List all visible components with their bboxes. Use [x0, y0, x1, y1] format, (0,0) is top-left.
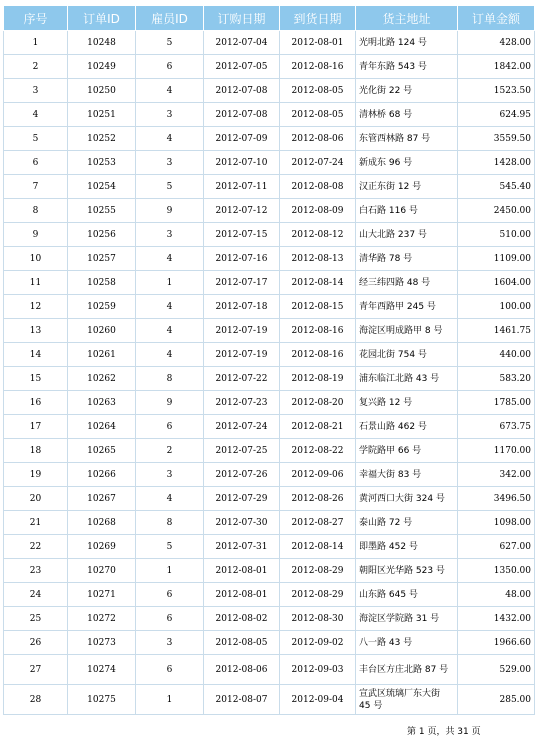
order-date-cell: 2012-08-01: [204, 583, 280, 607]
order-date-cell: 2012-07-22: [204, 367, 280, 391]
employee-id-cell: 3: [136, 103, 204, 127]
table-body: [4, 31, 535, 715]
order-id-cell: 10269: [68, 535, 136, 559]
amount-cell: 624.95: [458, 103, 535, 127]
index-cell: 5: [4, 127, 68, 151]
order-date-cell: 2012-07-18: [204, 295, 280, 319]
order-id-cell: 10248: [68, 31, 136, 55]
address-cell: 宣武区琉璃厂东大街 45 号: [356, 685, 458, 715]
table-row: [4, 511, 535, 535]
amount-cell: 1098.00: [458, 511, 535, 535]
order-date-cell: 2012-07-08: [204, 79, 280, 103]
employee-id-cell: 8: [136, 367, 204, 391]
arrival-date-cell: 2012-08-06: [280, 127, 356, 151]
table-row: [4, 367, 535, 391]
employee-id-cell: 4: [136, 79, 204, 103]
column-header-order-id: 订单ID: [68, 6, 136, 31]
address-cell: 海淀区学院路 31 号: [356, 607, 458, 631]
amount-cell: 428.00: [458, 31, 535, 55]
employee-id-cell: 6: [136, 655, 204, 685]
index-cell: 4: [4, 103, 68, 127]
amount-cell: 1461.75: [458, 319, 535, 343]
address-cell: 石景山路 462 号: [356, 415, 458, 439]
arrival-date-cell: 2012-08-15: [280, 295, 356, 319]
address-cell: 经三纬四路 48 号: [356, 271, 458, 295]
employee-id-cell: 9: [136, 199, 204, 223]
table-row: [4, 271, 535, 295]
column-header-employee-id: 雇员ID: [136, 6, 204, 31]
index-cell: 1: [4, 31, 68, 55]
employee-id-cell: 5: [136, 535, 204, 559]
arrival-date-cell: 2012-08-08: [280, 175, 356, 199]
address-cell: 即墨路 452 号: [356, 535, 458, 559]
index-cell: 2: [4, 55, 68, 79]
table-row: [4, 655, 535, 685]
employee-id-cell: 4: [136, 343, 204, 367]
order-id-cell: 10254: [68, 175, 136, 199]
amount-cell: 673.75: [458, 415, 535, 439]
address-cell: 八一路 43 号: [356, 631, 458, 655]
order-id-cell: 10252: [68, 127, 136, 151]
table-row: [4, 295, 535, 319]
amount-cell: 627.00: [458, 535, 535, 559]
column-header-ship-address: 货主地址: [356, 6, 458, 31]
order-id-cell: 10257: [68, 247, 136, 271]
order-id-cell: 10259: [68, 295, 136, 319]
table-row: [4, 175, 535, 199]
address-cell: 光化街 22 号: [356, 79, 458, 103]
index-cell: 22: [4, 535, 68, 559]
employee-id-cell: 4: [136, 295, 204, 319]
amount-cell: 1966.60: [458, 631, 535, 655]
arrival-date-cell: 2012-08-19: [280, 367, 356, 391]
index-cell: 23: [4, 559, 68, 583]
arrival-date-cell: 2012-08-27: [280, 511, 356, 535]
arrival-date-cell: 2012-09-04: [280, 685, 356, 715]
column-header-order-amount: 订单金额: [458, 6, 535, 31]
amount-cell: 529.00: [458, 655, 535, 685]
index-cell: 27: [4, 655, 68, 685]
order-date-cell: 2012-07-10: [204, 151, 280, 175]
arrival-date-cell: 2012-08-30: [280, 607, 356, 631]
order-id-cell: 10256: [68, 223, 136, 247]
employee-id-cell: 5: [136, 31, 204, 55]
employee-id-cell: 3: [136, 631, 204, 655]
order-id-cell: 10271: [68, 583, 136, 607]
address-cell: 海淀区明成路甲 8 号: [356, 319, 458, 343]
order-date-cell: 2012-07-08: [204, 103, 280, 127]
amount-cell: 48.00: [458, 583, 535, 607]
address-cell: 青年东路 543 号: [356, 55, 458, 79]
index-cell: 8: [4, 199, 68, 223]
table-row: [4, 127, 535, 151]
amount-cell: 1604.00: [458, 271, 535, 295]
order-date-cell: 2012-07-17: [204, 271, 280, 295]
employee-id-cell: 6: [136, 415, 204, 439]
employee-id-cell: 4: [136, 127, 204, 151]
index-cell: 19: [4, 463, 68, 487]
order-id-cell: 10251: [68, 103, 136, 127]
amount-cell: 1109.00: [458, 247, 535, 271]
table-row: [4, 631, 535, 655]
employee-id-cell: 1: [136, 271, 204, 295]
index-cell: 16: [4, 391, 68, 415]
table-row: [4, 535, 535, 559]
amount-cell: 1785.00: [458, 391, 535, 415]
index-cell: 14: [4, 343, 68, 367]
index-cell: 26: [4, 631, 68, 655]
address-cell: 幸福大街 83 号: [356, 463, 458, 487]
order-date-cell: 2012-07-23: [204, 391, 280, 415]
address-cell: 清林桥 68 号: [356, 103, 458, 127]
amount-cell: 1428.00: [458, 151, 535, 175]
order-date-cell: 2012-07-31: [204, 535, 280, 559]
arrival-date-cell: 2012-07-24: [280, 151, 356, 175]
index-cell: 25: [4, 607, 68, 631]
arrival-date-cell: 2012-08-05: [280, 79, 356, 103]
amount-cell: 583.20: [458, 367, 535, 391]
arrival-date-cell: 2012-08-29: [280, 583, 356, 607]
order-date-cell: 2012-07-11: [204, 175, 280, 199]
order-id-cell: 10253: [68, 151, 136, 175]
table-row: [4, 685, 535, 715]
address-cell: 白石路 116 号: [356, 199, 458, 223]
table-row: [4, 559, 535, 583]
address-cell: 黄河西口大街 324 号: [356, 487, 458, 511]
employee-id-cell: 6: [136, 55, 204, 79]
amount-cell: 100.00: [458, 295, 535, 319]
column-header-index: 序号: [4, 6, 68, 31]
amount-cell: 1842.00: [458, 55, 535, 79]
order-id-cell: 10260: [68, 319, 136, 343]
index-cell: 21: [4, 511, 68, 535]
address-cell: 东管西林路 87 号: [356, 127, 458, 151]
table-row: [4, 583, 535, 607]
address-cell: 丰台区方庄北路 87 号: [356, 655, 458, 685]
order-date-cell: 2012-07-30: [204, 511, 280, 535]
order-id-cell: 10273: [68, 631, 136, 655]
table-row: [4, 607, 535, 631]
employee-id-cell: 8: [136, 511, 204, 535]
index-cell: 11: [4, 271, 68, 295]
order-date-cell: 2012-07-29: [204, 487, 280, 511]
order-date-cell: 2012-07-09: [204, 127, 280, 151]
arrival-date-cell: 2012-09-03: [280, 655, 356, 685]
address-cell: 山东路 645 号: [356, 583, 458, 607]
order-id-cell: 10274: [68, 655, 136, 685]
order-date-cell: 2012-08-07: [204, 685, 280, 715]
arrival-date-cell: 2012-08-16: [280, 55, 356, 79]
arrival-date-cell: 2012-08-01: [280, 31, 356, 55]
amount-cell: 545.40: [458, 175, 535, 199]
order-date-cell: 2012-07-25: [204, 439, 280, 463]
address-cell: 新成东 96 号: [356, 151, 458, 175]
index-cell: 17: [4, 415, 68, 439]
pagination-text: 第 1 页，共 31 页: [407, 727, 481, 737]
table-row: [4, 199, 535, 223]
employee-id-cell: 6: [136, 583, 204, 607]
amount-cell: 1523.50: [458, 79, 535, 103]
arrival-date-cell: 2012-08-14: [280, 535, 356, 559]
arrival-date-cell: 2012-08-21: [280, 415, 356, 439]
arrival-date-cell: 2012-08-20: [280, 391, 356, 415]
amount-cell: 285.00: [458, 685, 535, 715]
address-cell: 清华路 78 号: [356, 247, 458, 271]
address-cell: 浦东临江北路 43 号: [356, 367, 458, 391]
index-cell: 28: [4, 685, 68, 715]
order-id-cell: 10265: [68, 439, 136, 463]
column-header-arrival-date: 到货日期: [280, 6, 356, 31]
table-row: [4, 415, 535, 439]
employee-id-cell: 5: [136, 175, 204, 199]
order-id-cell: 10264: [68, 415, 136, 439]
address-cell: 山大北路 237 号: [356, 223, 458, 247]
employee-id-cell: 2: [136, 439, 204, 463]
order-id-cell: 10249: [68, 55, 136, 79]
index-cell: 13: [4, 319, 68, 343]
index-cell: 7: [4, 175, 68, 199]
table-row: [4, 31, 535, 55]
arrival-date-cell: 2012-08-29: [280, 559, 356, 583]
employee-id-cell: 6: [136, 607, 204, 631]
amount-cell: 3496.50: [458, 487, 535, 511]
amount-cell: 510.00: [458, 223, 535, 247]
employee-id-cell: 4: [136, 247, 204, 271]
address-cell: 光明北路 124 号: [356, 31, 458, 55]
header-row: [4, 6, 535, 31]
order-id-cell: 10268: [68, 511, 136, 535]
order-id-cell: 10263: [68, 391, 136, 415]
order-id-cell: 10255: [68, 199, 136, 223]
table-row: [4, 151, 535, 175]
arrival-date-cell: 2012-09-02: [280, 631, 356, 655]
table-row: [4, 103, 535, 127]
order-id-cell: 10270: [68, 559, 136, 583]
employee-id-cell: 9: [136, 391, 204, 415]
table-row: [4, 487, 535, 511]
employee-id-cell: 1: [136, 559, 204, 583]
table-row: [4, 463, 535, 487]
table-row: [4, 247, 535, 271]
order-date-cell: 2012-08-06: [204, 655, 280, 685]
order-date-cell: 2012-08-02: [204, 607, 280, 631]
employee-id-cell: 1: [136, 685, 204, 715]
order-date-cell: 2012-07-19: [204, 319, 280, 343]
order-id-cell: 10261: [68, 343, 136, 367]
order-id-cell: 10266: [68, 463, 136, 487]
arrival-date-cell: 2012-08-22: [280, 439, 356, 463]
order-id-cell: 10275: [68, 685, 136, 715]
amount-cell: 1170.00: [458, 439, 535, 463]
order-id-cell: 10262: [68, 367, 136, 391]
index-cell: 12: [4, 295, 68, 319]
amount-cell: 440.00: [458, 343, 535, 367]
arrival-date-cell: 2012-08-05: [280, 103, 356, 127]
order-id-cell: 10250: [68, 79, 136, 103]
address-cell: 青年西路甲 245 号: [356, 295, 458, 319]
arrival-date-cell: 2012-09-06: [280, 463, 356, 487]
order-date-cell: 2012-07-05: [204, 55, 280, 79]
address-cell: 复兴路 12 号: [356, 391, 458, 415]
arrival-date-cell: 2012-08-16: [280, 343, 356, 367]
amount-cell: 1350.00: [458, 559, 535, 583]
amount-cell: 2450.00: [458, 199, 535, 223]
orders-table: [3, 5, 535, 715]
table-row: [4, 319, 535, 343]
order-id-cell: 10267: [68, 487, 136, 511]
order-date-cell: 2012-07-26: [204, 463, 280, 487]
amount-cell: 342.00: [458, 463, 535, 487]
order-id-cell: 10258: [68, 271, 136, 295]
employee-id-cell: 4: [136, 319, 204, 343]
amount-cell: 1432.00: [458, 607, 535, 631]
arrival-date-cell: 2012-08-12: [280, 223, 356, 247]
amount-cell: 3559.50: [458, 127, 535, 151]
order-date-cell: 2012-07-19: [204, 343, 280, 367]
index-cell: 6: [4, 151, 68, 175]
order-date-cell: 2012-08-05: [204, 631, 280, 655]
arrival-date-cell: 2012-08-13: [280, 247, 356, 271]
address-cell: 泰山路 72 号: [356, 511, 458, 535]
order-date-cell: 2012-08-01: [204, 559, 280, 583]
table-row: [4, 223, 535, 247]
column-header-order-date: 订购日期: [204, 6, 280, 31]
index-cell: 18: [4, 439, 68, 463]
index-cell: 3: [4, 79, 68, 103]
arrival-date-cell: 2012-08-09: [280, 199, 356, 223]
employee-id-cell: 3: [136, 463, 204, 487]
order-id-cell: 10272: [68, 607, 136, 631]
order-date-cell: 2012-07-04: [204, 31, 280, 55]
arrival-date-cell: 2012-08-14: [280, 271, 356, 295]
index-cell: 9: [4, 223, 68, 247]
order-date-cell: 2012-07-15: [204, 223, 280, 247]
index-cell: 10: [4, 247, 68, 271]
employee-id-cell: 3: [136, 151, 204, 175]
order-date-cell: 2012-07-24: [204, 415, 280, 439]
address-cell: 汉正东街 12 号: [356, 175, 458, 199]
table-row: [4, 79, 535, 103]
order-date-cell: 2012-07-12: [204, 199, 280, 223]
address-cell: 花园北街 754 号: [356, 343, 458, 367]
arrival-date-cell: 2012-08-26: [280, 487, 356, 511]
table-row: [4, 439, 535, 463]
table-row: [4, 343, 535, 367]
arrival-date-cell: 2012-08-16: [280, 319, 356, 343]
address-cell: 学院路甲 66 号: [356, 439, 458, 463]
index-cell: 20: [4, 487, 68, 511]
order-date-cell: 2012-07-16: [204, 247, 280, 271]
table-row: [4, 55, 535, 79]
index-cell: 15: [4, 367, 68, 391]
employee-id-cell: 4: [136, 487, 204, 511]
employee-id-cell: 3: [136, 223, 204, 247]
address-cell: 朝阳区光华路 523 号: [356, 559, 458, 583]
index-cell: 24: [4, 583, 68, 607]
table-row: [4, 391, 535, 415]
